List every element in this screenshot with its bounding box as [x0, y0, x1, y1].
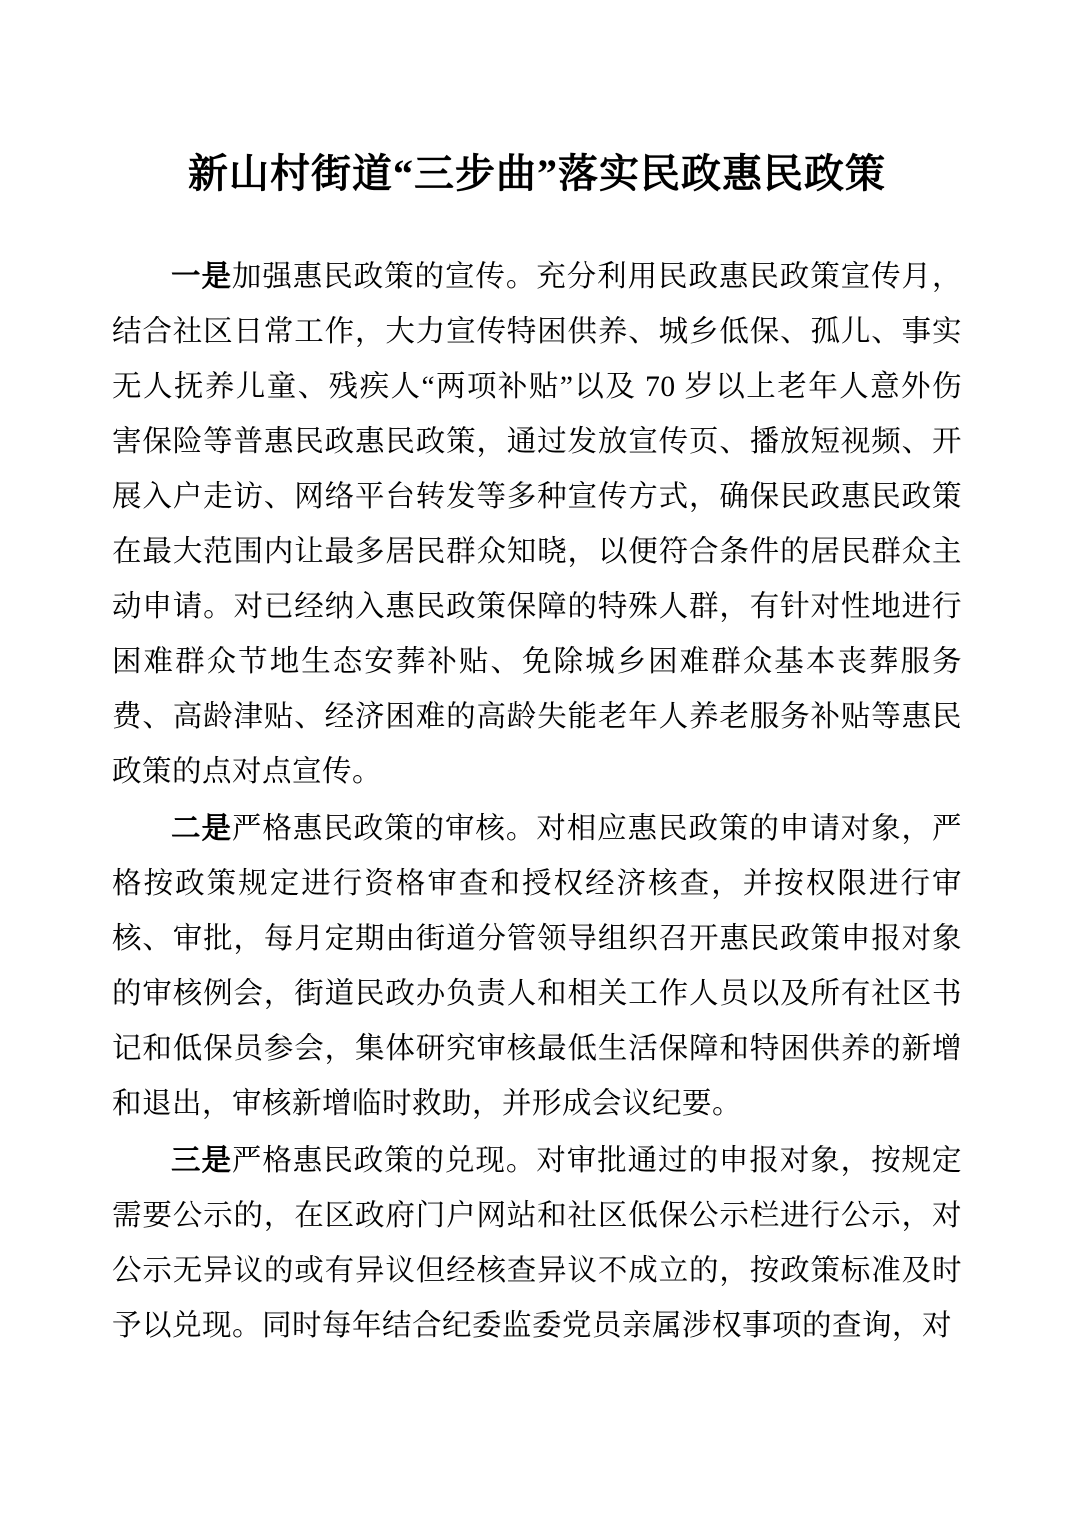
paragraph-two-lead: 二是: [171, 813, 232, 845]
paragraph-three-lead: 三是: [171, 1145, 232, 1177]
paragraph-one-text: 加强惠民政策的宣传。充分利用民政惠民政策宣传月，结合社区日常工作，大力宣传特困供养、城乡低保、孤儿、事实无人抚养儿童、残疾人“两项补贴”以及 70 岁以上老年人意外伤害保险等普惠民政惠民政策，通过发放宣传页、播放短视频、开展入户走访、网络平台转发等多种宣传方式，确保民政惠民政策在最大范围内让最多居民群众知晓，以便符合条件的居民群众主动申请。对已经纳入惠民政策保障的特殊人群，有针对性地进行困难群众节地生态安葬补贴、免除城乡困难群众基本丧葬服务费、高龄津贴、经济困难的高龄失能老年人养老服务补贴等惠民政策的点对点宣传。: [112, 261, 962, 788]
paragraph-two-text: 严格惠民政策的审核。对相应惠民政策的申请对象，严格按政策规定进行资格审查和授权经济核查，并按权限进行审核、审批，每月定期由街道分管领导组织召开惠民政策申报对象的审核例会，街道民政办负责人和相关工作人员以及所有社区书记和低保员参会，集体研究审核最低生活保障和特困供养的新增和退出，审核新增临时救助，并形成会议纪要。: [112, 813, 962, 1120]
paragraph-three-text: 严格惠民政策的兑现。对审批通过的申报对象，按规定需要公示的，在区政府门户网站和社区低保公示栏进行公示，对公示无异议的或有异议但经核查异议不成立的，按政策标准及时予以兑现。同时每年结合纪委监委党员亲属涉权事项的查询，对: [112, 1145, 962, 1342]
paragraph-three: [112, 1134, 962, 1354]
document-body: [112, 250, 962, 1354]
page-title: 新山村街道“三步曲”落实民政惠民政策: [188, 151, 886, 196]
paragraph-two: [112, 802, 962, 1132]
paragraph-one-lead: 一是: [171, 261, 232, 293]
paragraph-one: [112, 250, 962, 800]
